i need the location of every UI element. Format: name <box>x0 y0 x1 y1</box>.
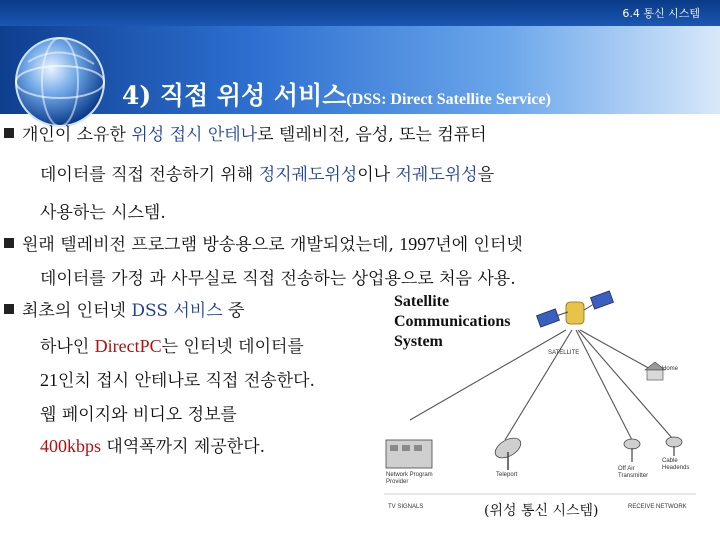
term-dish-antenna: 위성 접시 안테나 <box>131 125 258 145</box>
bullet-square-icon <box>4 238 14 248</box>
dish-size-value: 21 <box>40 370 58 390</box>
top-header-bar <box>0 0 720 26</box>
bullet-3-line-4: 웹 페이지와 비디오 정보를 <box>40 405 237 425</box>
bullet-3-line-1 <box>22 296 244 321</box>
cable-headend-dish-icon <box>666 437 682 456</box>
term-dss-service: DSS 서비스 <box>131 301 223 321</box>
bandwidth-value: 400kbps <box>40 436 102 456</box>
bullet-2-line-1 <box>22 230 523 255</box>
term-directpc: DirectPC <box>94 336 162 356</box>
bullet-square-icon <box>4 304 14 314</box>
diagram-caption: (위성 통신 시스템) <box>484 503 599 519</box>
term-low-orbit-satellite: 저궤도위성 <box>395 165 478 185</box>
text-run: 데이터를 직접 전송하기 위해 <box>40 165 259 185</box>
text-run: 하나인 <box>40 337 95 357</box>
satellite-label: SATELLITE <box>548 350 580 356</box>
text-run: 이나 <box>357 165 396 185</box>
bullet-1-line-3: 사용하는 시스템. <box>40 203 166 223</box>
bullet-3-line-5 <box>40 432 265 457</box>
text-run: 대역폭까지 제공한다. <box>101 437 266 457</box>
text-run: 는 인터넷 데이터를 <box>161 337 304 357</box>
term-geostationary-satellite: 정지궤도위성 <box>258 165 358 185</box>
home-label: Home <box>662 366 679 372</box>
teleport-label: Teleport <box>496 472 518 478</box>
year-value: 1997 <box>399 234 436 254</box>
signal-beams <box>410 330 672 440</box>
page-title <box>122 76 551 112</box>
title-main: 4) 직접 위성 서비스 <box>122 81 347 110</box>
teleport-dish-icon <box>492 434 524 470</box>
bullet-square-icon <box>4 128 14 138</box>
text-run: 인치 접시 안테나로 직접 전송한다. <box>58 371 315 391</box>
bullet-2-line-2: 데이터를 가정 과 사무실로 직접 전송하는 상업용으로 처음 사용. <box>40 269 516 289</box>
cable-headends-label: Cable Headends <box>662 458 690 471</box>
text-run: 을 <box>477 165 495 185</box>
bullet-3-line-3 <box>40 366 315 391</box>
receive-network-label: RECEIVE NETWORK <box>628 504 687 510</box>
satellite-icon <box>537 291 614 327</box>
section-label: 6.4 통신 시스템 <box>622 7 700 20</box>
off-air-label: Off Air Transmitter <box>618 466 649 479</box>
provider-building-icon <box>386 440 432 468</box>
text-run: 중 <box>222 301 245 321</box>
text-run: 개인이 소유한 <box>22 125 132 145</box>
provider-label: Network Program Provider <box>386 472 433 485</box>
satellite-system-diagram <box>380 290 700 520</box>
tv-signals-label: TV SIGNALS <box>388 504 424 510</box>
text-run: 년에 인터넷 <box>435 235 523 255</box>
bullet-1-line-1 <box>22 120 487 145</box>
text-run: 최초의 인터넷 <box>22 301 132 321</box>
off-air-transmitter-icon <box>624 439 640 462</box>
title-subtitle: (DSS: Direct Satellite Service) <box>346 91 551 108</box>
text-run: 로 텔레비전, 음성, 또는 컴퓨터 <box>257 125 487 145</box>
text-run: 원래 텔레비전 프로그램 방송용으로 개발되었는데, <box>22 235 400 255</box>
globe-logo-icon <box>10 32 110 132</box>
title-banner <box>0 26 720 114</box>
bullet-1-line-2 <box>40 160 494 185</box>
diagram-title: Satellite Communications System <box>394 293 511 350</box>
bullet-3-line-2 <box>40 332 304 357</box>
